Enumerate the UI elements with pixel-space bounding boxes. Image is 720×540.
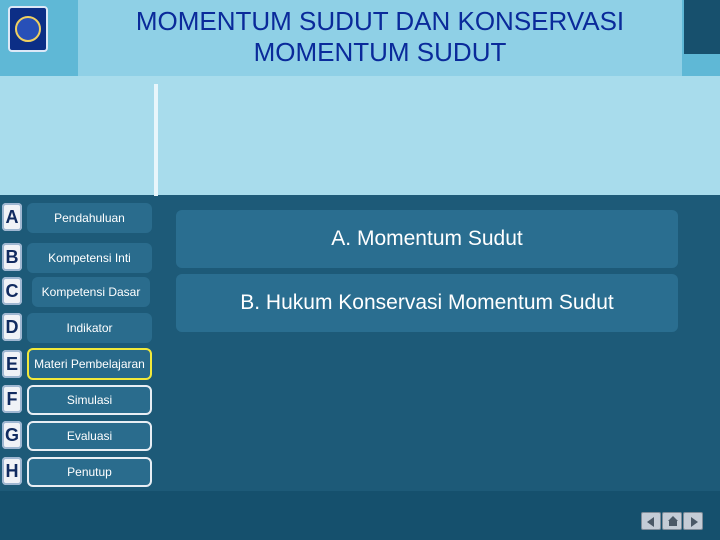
page-title-line-1: MOMENTUM SUDUT DAN KONSERVASI: [135, 6, 625, 36]
menu-button-pendahuluan[interactable]: Pendahuluan: [27, 203, 152, 233]
header-divider-line: [154, 84, 158, 196]
menu-letter-f: F: [2, 385, 22, 413]
menu-button-penutup[interactable]: Penutup: [27, 457, 152, 487]
back-arrow-icon[interactable]: [641, 512, 661, 530]
page-title: [80, 6, 680, 68]
content-label-hukum-konservasi: B. Hukum Konservasi Momentum Sudut: [240, 291, 614, 314]
menu-letter-h: H: [2, 457, 22, 485]
header-lower-strip: [0, 76, 720, 195]
menu-button-simulasi[interactable]: Simulasi: [27, 385, 152, 415]
menu-letter-a: A: [2, 203, 22, 231]
menu-letter-e: E: [2, 350, 22, 378]
menu-button-kompetensi-dasar[interactable]: Kompetensi Dasar: [32, 277, 150, 307]
menu-button-indikator[interactable]: Indikator: [27, 313, 152, 343]
menu-button-evaluasi[interactable]: Evaluasi: [27, 421, 152, 451]
home-icon[interactable]: [662, 512, 682, 530]
content-link-momentum-sudut[interactable]: [176, 210, 678, 268]
menu-letter-g: G: [2, 421, 22, 449]
university-seal-icon: [8, 6, 48, 52]
content-label-momentum-sudut: A. Momentum Sudut: [331, 227, 523, 250]
page-title-line-2: MOMENTUM SUDUT: [253, 37, 507, 67]
menu-button-materi-pembelajaran[interactable]: Materi Pembelajaran: [27, 348, 152, 380]
header-corner-block: [684, 0, 720, 54]
menu-button-kompetensi-inti[interactable]: Kompetensi Inti: [27, 243, 152, 273]
menu-letter-b: B: [2, 243, 22, 271]
forward-arrow-icon[interactable]: [683, 512, 703, 530]
content-link-hukum-konservasi[interactable]: [176, 274, 678, 332]
menu-letter-d: D: [2, 313, 22, 341]
menu-letter-c: C: [2, 277, 22, 305]
footer-band: [0, 491, 720, 540]
